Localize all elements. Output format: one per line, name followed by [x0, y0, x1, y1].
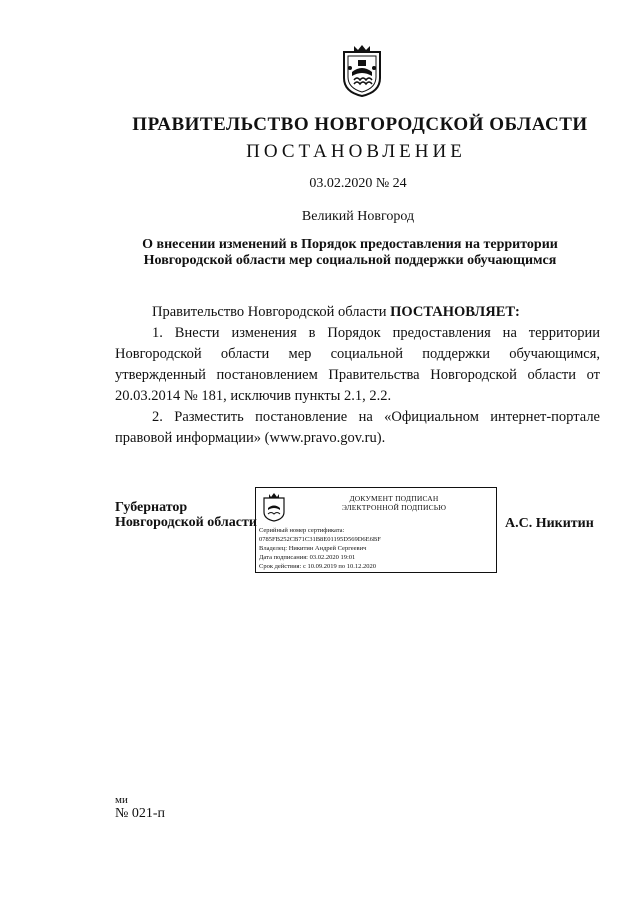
intro-paragraph	[115, 302, 600, 323]
signatory-role-line2: Новгородской области	[115, 515, 257, 530]
city-name: Великий Новгород	[301, 209, 415, 224]
document-footer	[115, 795, 165, 822]
signatory-role	[115, 500, 257, 530]
document-subject: О внесении изменений в Порядок предоставления на территории Новгородской области мер социальной поддержки обучающимся	[142, 237, 558, 268]
stamp-title-line1: ДОКУМЕНТ ПОДПИСАН	[349, 494, 439, 503]
clause-1: 1. Внести изменения в Порядок предоставления на территории Новгородской области мер социальной поддержки обучающимся, утвержденный постановлением Правительства Новгородской области от 20.03.2014 № 181, исключив пункты 2.1, 2.2.	[115, 325, 600, 404]
date-number: 03.02.2020 № 24	[309, 176, 407, 191]
stamp-emblem-icon	[262, 492, 286, 522]
intro-resolves: ПОСТАНОВЛЯЕТ:	[390, 304, 520, 320]
signatory-role-line1: Губернатор	[115, 500, 188, 515]
clause-2: 2. Разместить постановление на «Официальном интернет-портале правовой информации» (www.pravo.gov.ru).	[115, 409, 600, 446]
stamp-owner: Владелец: Никитин Андрей Сергеевич	[259, 545, 367, 552]
coat-of-arms-emblem	[340, 42, 384, 98]
footer-initials: ми	[115, 794, 128, 806]
electronic-signature-stamp	[255, 487, 497, 573]
intro-text: Правительство Новгородской области	[152, 304, 391, 320]
stamp-serial-label: Серийный номер сертификата:	[259, 527, 345, 534]
stamp-serial-value: 0785FB252CB71C31B8E01195D569D6E6BF	[259, 536, 381, 543]
document-body	[115, 302, 600, 449]
government-title: ПРАВИТЕЛЬСТВО НОВГОРОДСКОЙ ОБЛАСТИ	[132, 114, 588, 135]
stamp-title-line2: ЭЛЕКТРОННОЙ ПОДПИСЬЮ	[341, 503, 447, 512]
stamp-details	[259, 526, 495, 571]
footer-number: № 021-п	[115, 806, 166, 821]
document-type: ПОСТАНОВЛЕНИЕ	[246, 141, 466, 162]
stamp-title	[296, 494, 492, 512]
stamp-validity: Срок действия: с 10.09.2019 по 10.12.2020	[259, 563, 376, 570]
signatory-name: А.С. Никитин	[505, 516, 594, 531]
stamp-signed-date: Дата подписания: 03.02.2020 19:01	[259, 554, 356, 561]
